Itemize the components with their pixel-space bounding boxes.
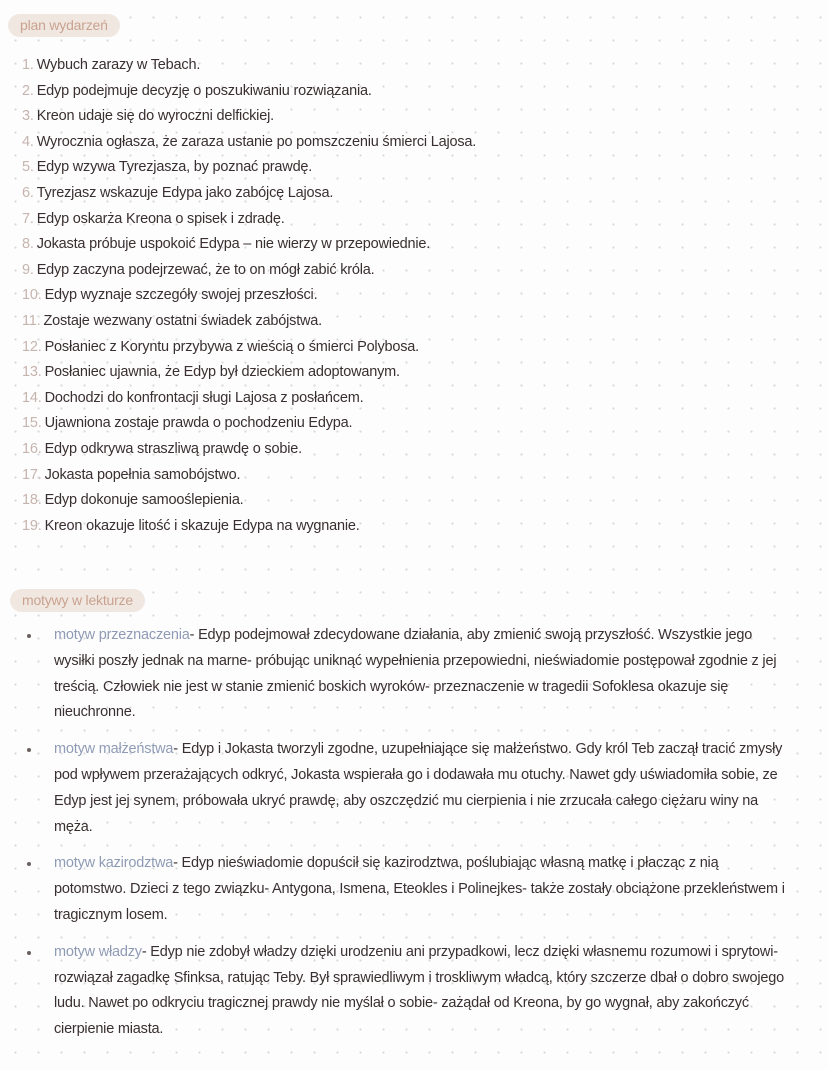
motif-item xyxy=(22,940,792,1043)
motif-label: motyw władzy xyxy=(54,943,142,960)
plan-item-number: 7. xyxy=(22,210,34,227)
bullet-icon xyxy=(27,862,31,866)
plan-item-text: Jokasta popełnia samobójstwo. xyxy=(44,466,241,483)
plan-item-text: Edyp zaczyna podejrzewać, że to on mógł zabić króla. xyxy=(36,261,375,278)
plan-item xyxy=(22,335,476,361)
plan-item xyxy=(22,386,476,412)
plan-item xyxy=(22,309,476,335)
plan-item-text: Edyp podejmuje decyzję o poszukiwaniu rozwiązania. xyxy=(36,82,372,99)
plan-item-text: Wyrocznia ogłasza, że zaraza ustanie po pomszczeniu śmierci Lajosa. xyxy=(36,133,477,150)
plan-item xyxy=(22,155,476,181)
motif-text: - Edyp nie zdobył władzy dzięki urodzeniu ani przypadkowi, lecz dzięki własnemu rozumowi i sprytowi- rozwiązał zagadkę Sfinksa, ratując Teby. Był sprawiedliwym i troskliwym władcą, który szczerze dbał o dobro swojego ludu. Nawet po odkryciu tragicznej prawdy nie myślał o sobie- zażądał od Kreona, by go wygnał, aby zakończyć cierpienie miasta. xyxy=(54,943,784,1038)
plan-item-text: Posłaniec z Koryntu przybywa z wieścią o śmierci Polybosa. xyxy=(44,338,419,355)
plan-item-number: 13. xyxy=(22,364,42,381)
plan-list xyxy=(22,53,476,539)
motif-text: - Edyp podejmował zdecydowane działania, aby zmienić swoją przyszłość. Wszystkie jego wysiłki poszły jednak na marne- próbując uniknąć wypełnienia przepowiedni, nieświadomie postępował zgodnie z jej treścią. Człowiek nie jest w stanie zmienić boskich wyroków- przeznaczenie w tragedii Sofoklesa okazuje się nieuchronne. xyxy=(54,627,777,721)
plan-item xyxy=(22,258,476,284)
bullet-icon xyxy=(27,951,31,955)
plan-item xyxy=(22,130,476,156)
plan-item-number: 12. xyxy=(22,338,42,355)
plan-item-number: 11. xyxy=(22,312,41,329)
plan-item-text: Jokasta próbuje uspokoić Edypa – nie wierzy w przepowiednie. xyxy=(36,236,431,253)
plan-item xyxy=(22,104,476,130)
plan-item-text: Edyp oskarża Kreona o spisek i zdradę. xyxy=(36,210,285,227)
plan-item xyxy=(22,283,476,309)
plan-item-number: 4. xyxy=(22,133,34,150)
plan-item-number: 9. xyxy=(22,261,34,278)
plan-item-number: 18. xyxy=(22,492,42,509)
motif-text: - Edyp nieświadomie dopuścił się kazirodztwa, poślubiając własną matkę i płacząc z nią potomstwo. Dzieci z tego związku- Antygona, Ismena, Eteokles i Polinejkes- także zostały obciążone przekleństwem i tragicznym losem. xyxy=(54,855,785,923)
plan-item xyxy=(22,207,476,233)
plan-item-number: 6. xyxy=(22,184,34,201)
motif-item xyxy=(22,737,792,840)
plan-item xyxy=(22,411,476,437)
plan-item-number: 1. xyxy=(22,57,34,73)
motif-item xyxy=(22,851,792,928)
motif-label: motyw kazirodztwa xyxy=(54,855,174,872)
plan-item-text: Tyrezjasz wskazuje Edypa jako zabójcę Lajosa. xyxy=(36,184,334,201)
plan-item-text: Posłaniec ujawnia, że Edyp był dzieckiem adoptowanym. xyxy=(44,364,400,381)
plan-section-title: plan wydarzeń xyxy=(8,14,120,37)
plan-item-text: Kreon okazuje litość i skazuje Edypa na wygnanie. xyxy=(44,517,360,534)
plan-item xyxy=(22,514,476,540)
plan-item-number: 15. xyxy=(22,415,42,432)
plan-item xyxy=(22,79,476,105)
plan-item-text: Edyp wyznaje szczegóły swojej przeszłości. xyxy=(44,287,318,304)
plan-item-text: Dochodzi do konfrontacji sługi Lajosa z posłańcem. xyxy=(44,389,364,406)
plan-item-text: Wybuch zarazy w Tebach. xyxy=(36,57,201,73)
plan-item-number: 10. xyxy=(22,287,42,304)
plan-item-number: 8. xyxy=(22,236,34,253)
bullet-icon xyxy=(27,634,31,638)
plan-item-text: Zostaje wezwany ostatni świadek zabójstwa. xyxy=(43,312,322,329)
motifs-section-title: motywy w lekturze xyxy=(10,589,145,612)
plan-item xyxy=(22,232,476,258)
motif-text: - Edyp i Jokasta tworzyli zgodne, uzupełniające się małżeństwo. Gdy król Teb zaczął tracić zmysły pod wpływem przerażających odkryć, Jokasta wspierała go i dodawała mu otuchy. Nawet gdy uświadomiła sobie, ze Edyp jest jej synem, próbowała ukryć prawdę, aby oszczędzić mu cierpienia i nie zrzucała całego ciężaru winy na męża. xyxy=(54,741,783,835)
plan-item-text: Edyp odkrywa straszliwą prawdę o sobie. xyxy=(44,440,302,457)
plan-item-number: 19. xyxy=(22,517,42,534)
motifs-list xyxy=(22,623,792,1043)
plan-item xyxy=(22,181,476,207)
motif-label: motyw małżeństwa xyxy=(54,741,174,758)
plan-item-number: 3. xyxy=(22,108,34,125)
motif-label: motyw przeznaczenia xyxy=(54,627,190,643)
plan-item xyxy=(22,463,476,489)
plan-item-text: Edyp wzywa Tyrezjasza, by poznać prawdę. xyxy=(36,159,313,176)
plan-item-number: 16. xyxy=(22,440,42,457)
plan-item xyxy=(22,360,476,386)
motif-item xyxy=(22,623,792,726)
plan-item-number: 5. xyxy=(22,159,34,176)
plan-item-number: 14. xyxy=(22,389,42,406)
plan-item xyxy=(22,53,476,79)
plan-item-text: Edyp dokonuje samooślepienia. xyxy=(44,492,244,509)
plan-item xyxy=(22,488,476,514)
plan-item-text: Kreon udaje się do wyroczni delfickiej. xyxy=(36,108,274,125)
plan-item-number: 17. xyxy=(22,466,42,483)
plan-item-text: Ujawniona zostaje prawda o pochodzeniu Edypa. xyxy=(44,415,353,432)
plan-item-number: 2. xyxy=(22,82,34,99)
bullet-icon xyxy=(27,748,31,752)
plan-item xyxy=(22,437,476,463)
